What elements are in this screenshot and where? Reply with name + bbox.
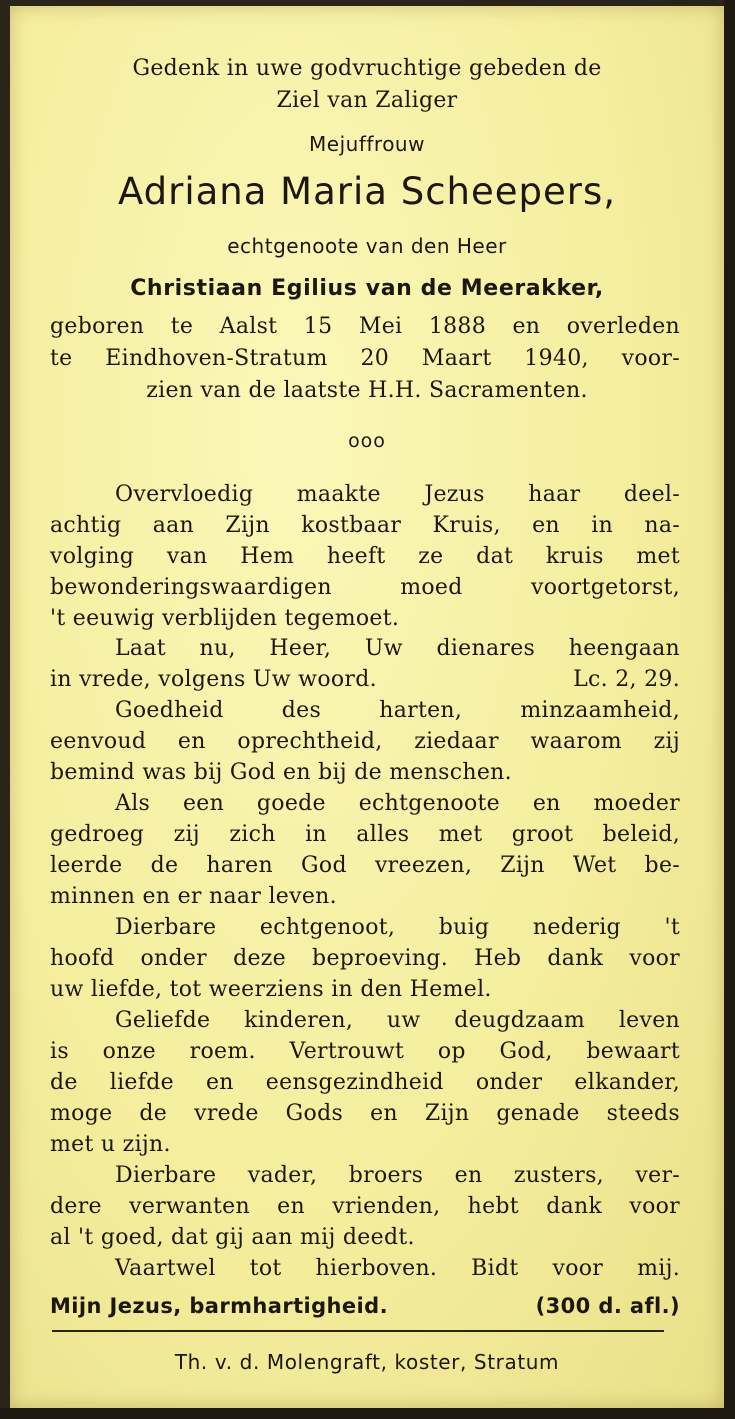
p4-line-4: minnen en er naar leven.	[50, 884, 337, 909]
memorial-card	[10, 6, 724, 1408]
p8-line-1: Vaartwel tot hierboven. Bidt voor mij.	[115, 1256, 680, 1281]
p5-line-3: uw liefde, tot weerziens in den Hemel.	[50, 977, 492, 1002]
deceased-name: Adriana Maria Scheepers,	[117, 170, 617, 213]
p7-line-3: al 't goed, dat gij aan mij deedt.	[50, 1225, 415, 1250]
card-edge-right	[724, 0, 735, 1419]
p1-line-1: Overvloedig maakte Jezus haar deel-	[115, 482, 680, 507]
p7-line-2: dere verwanten en vrienden, hebt dank voor	[50, 1194, 680, 1219]
p4-line-2: gedroeg zij zich in alles met groot beleid,	[50, 822, 680, 847]
p1-line-4: bewonderingswaardigen moed voortgetorst,	[50, 575, 680, 600]
spouse-intro: echtgenoote van den Heer	[227, 234, 507, 258]
indulgence: (300 d. afl.)	[535, 1294, 680, 1318]
p6-line-5: met u zijn.	[50, 1132, 171, 1157]
p7-line-1: Dierbare vader, broers en zusters, ver-	[115, 1163, 680, 1188]
birth-line-1: geboren te Aalst 15 Mei 1888 en overleden	[50, 314, 680, 339]
p4-line-3: leerde de haren God vreezen, Zijn Wet be-	[50, 853, 680, 878]
p3-line-3: bemind was bij God en bij de menschen.	[50, 760, 512, 785]
p6-line-1: Geliefde kinderen, uw deugdzaam leven	[115, 1008, 680, 1033]
p5-line-1: Dierbare echtgenoot, buig nederig 't	[115, 915, 680, 940]
p6-line-3: de liefde en eensgezindheid onder elkander,	[50, 1070, 680, 1095]
card-edge-bottom	[0, 1408, 735, 1419]
scripture-reference: Lc. 2, 29.	[573, 667, 680, 692]
birth-line-3: zien van de laatste H.H. Sacramenten.	[146, 378, 588, 403]
header-line-1: Gedenk in uwe godvruchtige gebeden de	[132, 56, 602, 81]
spouse-name: Christiaan Egilius van de Meerakker,	[130, 276, 604, 301]
separator: ooo	[348, 430, 386, 452]
footer-divider	[52, 1330, 664, 1332]
p1-line-3: volging van Hem heeft ze dat kruis met	[50, 544, 680, 569]
p1-line-5: 't eeuwig verblijden tegemoet.	[50, 606, 400, 631]
header-line-2: Ziel van Zaliger	[276, 88, 458, 113]
p3-line-1: Goedheid des harten, minzaamheid,	[115, 698, 680, 723]
p2-line-2: in vrede, volgens Uw woord.	[50, 667, 377, 692]
p6-line-2: is onze roem. Vertrouwt op God, bewaart	[50, 1039, 680, 1064]
p6-line-4: moge de vrede Gods en Zijn genade steeds	[50, 1101, 680, 1126]
p2-line-1: Laat nu, Heer, Uw dienares heengaan	[115, 636, 680, 661]
p3-line-2: eenvoud en oprechtheid, ziedaar waarom zij	[50, 729, 680, 754]
honorific: Mejuffrouw	[309, 132, 425, 156]
p1-line-2: achtig aan Zijn kostbaar Kruis, en in na-	[50, 513, 680, 538]
birth-line-2: te Eindhoven-Stratum 20 Maart 1940, voor-	[50, 346, 680, 371]
p4-line-1: Als een goede echtgenoote en moeder	[115, 791, 680, 816]
p5-line-2: hoofd onder deze beproeving. Heb dank voor	[50, 946, 680, 971]
prayer-text: Mijn Jezus, barmhartigheid.	[50, 1294, 388, 1318]
printer-credit: Th. v. d. Molengraft, koster, Stratum	[174, 1350, 560, 1374]
